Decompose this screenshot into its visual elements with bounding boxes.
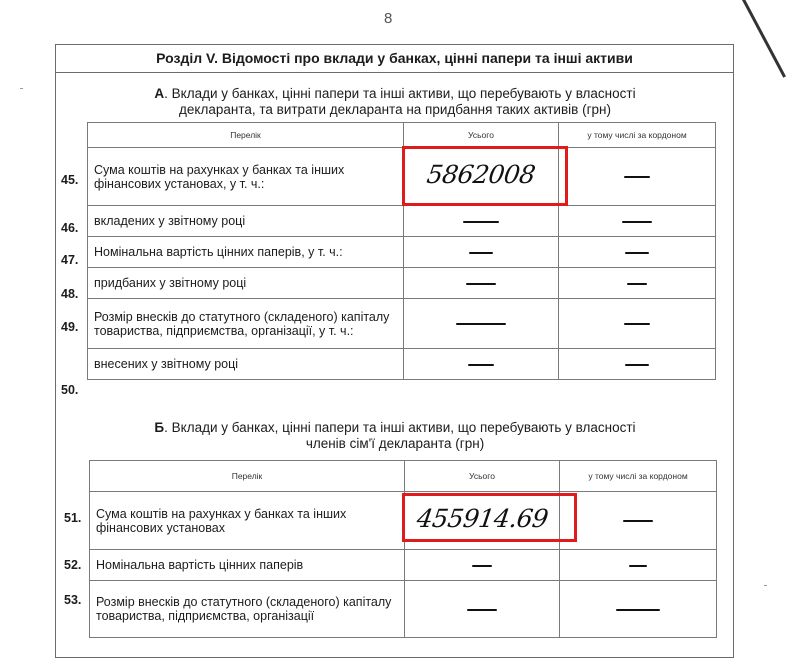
row-label: Сума коштів на рахунках у банках та інших фінансових установах bbox=[90, 492, 405, 550]
row-total bbox=[404, 299, 559, 349]
scan-speck bbox=[20, 88, 23, 89]
dash-mark bbox=[624, 176, 650, 178]
row-total bbox=[404, 206, 559, 237]
row-abroad bbox=[560, 581, 717, 638]
part-a-title-line1: . Вклади у банках, цінні папери та інші активи, що перебувають у власності bbox=[164, 86, 636, 101]
scan-speck bbox=[764, 585, 767, 586]
table-row bbox=[90, 550, 717, 581]
row-abroad bbox=[560, 492, 717, 550]
part-b-title bbox=[95, 420, 695, 452]
row-abroad bbox=[559, 206, 716, 237]
column-header-abroad: у тому числі за кордоном bbox=[560, 461, 717, 492]
row-abroad bbox=[560, 550, 717, 581]
dash-mark bbox=[468, 364, 494, 366]
row-total bbox=[405, 550, 560, 581]
dash-mark bbox=[463, 221, 499, 223]
dash-mark bbox=[629, 565, 647, 567]
row-total bbox=[405, 581, 560, 638]
row-abroad bbox=[559, 349, 716, 380]
dash-mark bbox=[456, 323, 506, 325]
row-number: 47. bbox=[61, 253, 79, 267]
part-a-letter: А bbox=[154, 86, 165, 101]
row-number: 45. bbox=[61, 173, 79, 187]
dash-mark bbox=[469, 252, 493, 254]
row-label: Розмір внесків до статутного (складеного) капіталу товариства, підприємства, організації bbox=[90, 581, 405, 638]
table-row bbox=[88, 268, 716, 299]
part-a-title-line2: декларанта, та витрати декларанта на придбання таких активів (грн) bbox=[179, 102, 611, 117]
row-total bbox=[404, 237, 559, 268]
row-abroad bbox=[559, 237, 716, 268]
dash-mark bbox=[623, 520, 653, 522]
pen-stroke-mark bbox=[742, 0, 786, 78]
page-number: 8 bbox=[384, 10, 393, 27]
row-number: 51. bbox=[64, 511, 82, 525]
part-b-title-line1: . Вклади у банках, цінні папери та інші активи, що перебувають у власності bbox=[164, 420, 636, 435]
column-header-abroad: у тому числі за кордоном bbox=[559, 123, 716, 148]
handwritten-total: 5862008 bbox=[425, 159, 538, 189]
row-label: вкладених у звітному році bbox=[88, 206, 404, 237]
table-row bbox=[90, 581, 717, 638]
dash-mark bbox=[467, 609, 497, 611]
row-label: Номінальна вартість цінних паперів, у т. ч.: bbox=[88, 237, 404, 268]
row-number: 50. bbox=[61, 383, 79, 397]
row-number: 46. bbox=[61, 221, 79, 235]
row-label: придбаних у звітному році bbox=[88, 268, 404, 299]
row-abroad bbox=[559, 148, 716, 206]
table-row bbox=[88, 237, 716, 268]
row-total bbox=[404, 268, 559, 299]
section-title: Розділ V. Відомості про вклади у банках, цінні папери та інші активи bbox=[55, 44, 734, 73]
highlight-box bbox=[402, 493, 577, 542]
column-header-list: Перелік bbox=[90, 461, 405, 492]
dash-mark bbox=[625, 364, 649, 366]
part-b-table bbox=[89, 460, 717, 638]
row-number: 49. bbox=[61, 320, 79, 334]
table-header-row bbox=[90, 461, 717, 492]
table-row bbox=[88, 299, 716, 349]
row-label: Номінальна вартість цінних паперів bbox=[90, 550, 405, 581]
row-number: 48. bbox=[61, 287, 79, 301]
part-a-title bbox=[95, 86, 695, 118]
row-number: 52. bbox=[64, 558, 82, 572]
dash-mark bbox=[622, 221, 652, 223]
row-number: 53. bbox=[64, 593, 82, 607]
dash-mark bbox=[627, 283, 647, 285]
row-total bbox=[404, 349, 559, 380]
column-header-list: Перелік bbox=[88, 123, 404, 148]
column-header-total: Усього bbox=[404, 123, 559, 148]
dash-mark bbox=[624, 323, 650, 325]
table-header-row bbox=[88, 123, 716, 148]
dash-mark bbox=[616, 609, 660, 611]
part-b-letter: Б bbox=[154, 420, 165, 435]
row-abroad bbox=[559, 299, 716, 349]
row-label: Сума коштів на рахунках у банках та інших фінансових установах, у т. ч.: bbox=[88, 148, 404, 206]
row-abroad bbox=[559, 268, 716, 299]
row-label: Розмір внесків до статутного (складеного) капіталу товариства, підприємства, організації, у т. ч.: bbox=[88, 299, 404, 349]
dash-mark bbox=[625, 252, 649, 254]
handwritten-total: 455914.69 bbox=[414, 503, 550, 533]
highlight-box bbox=[402, 146, 568, 206]
dash-mark bbox=[466, 283, 496, 285]
dash-mark bbox=[472, 565, 492, 567]
column-header-total: Усього bbox=[405, 461, 560, 492]
table-row bbox=[88, 349, 716, 380]
row-label: внесених у звітному році bbox=[88, 349, 404, 380]
table-row bbox=[88, 206, 716, 237]
part-b-title-line2: членів сім'ї декларанта (грн) bbox=[305, 436, 485, 451]
